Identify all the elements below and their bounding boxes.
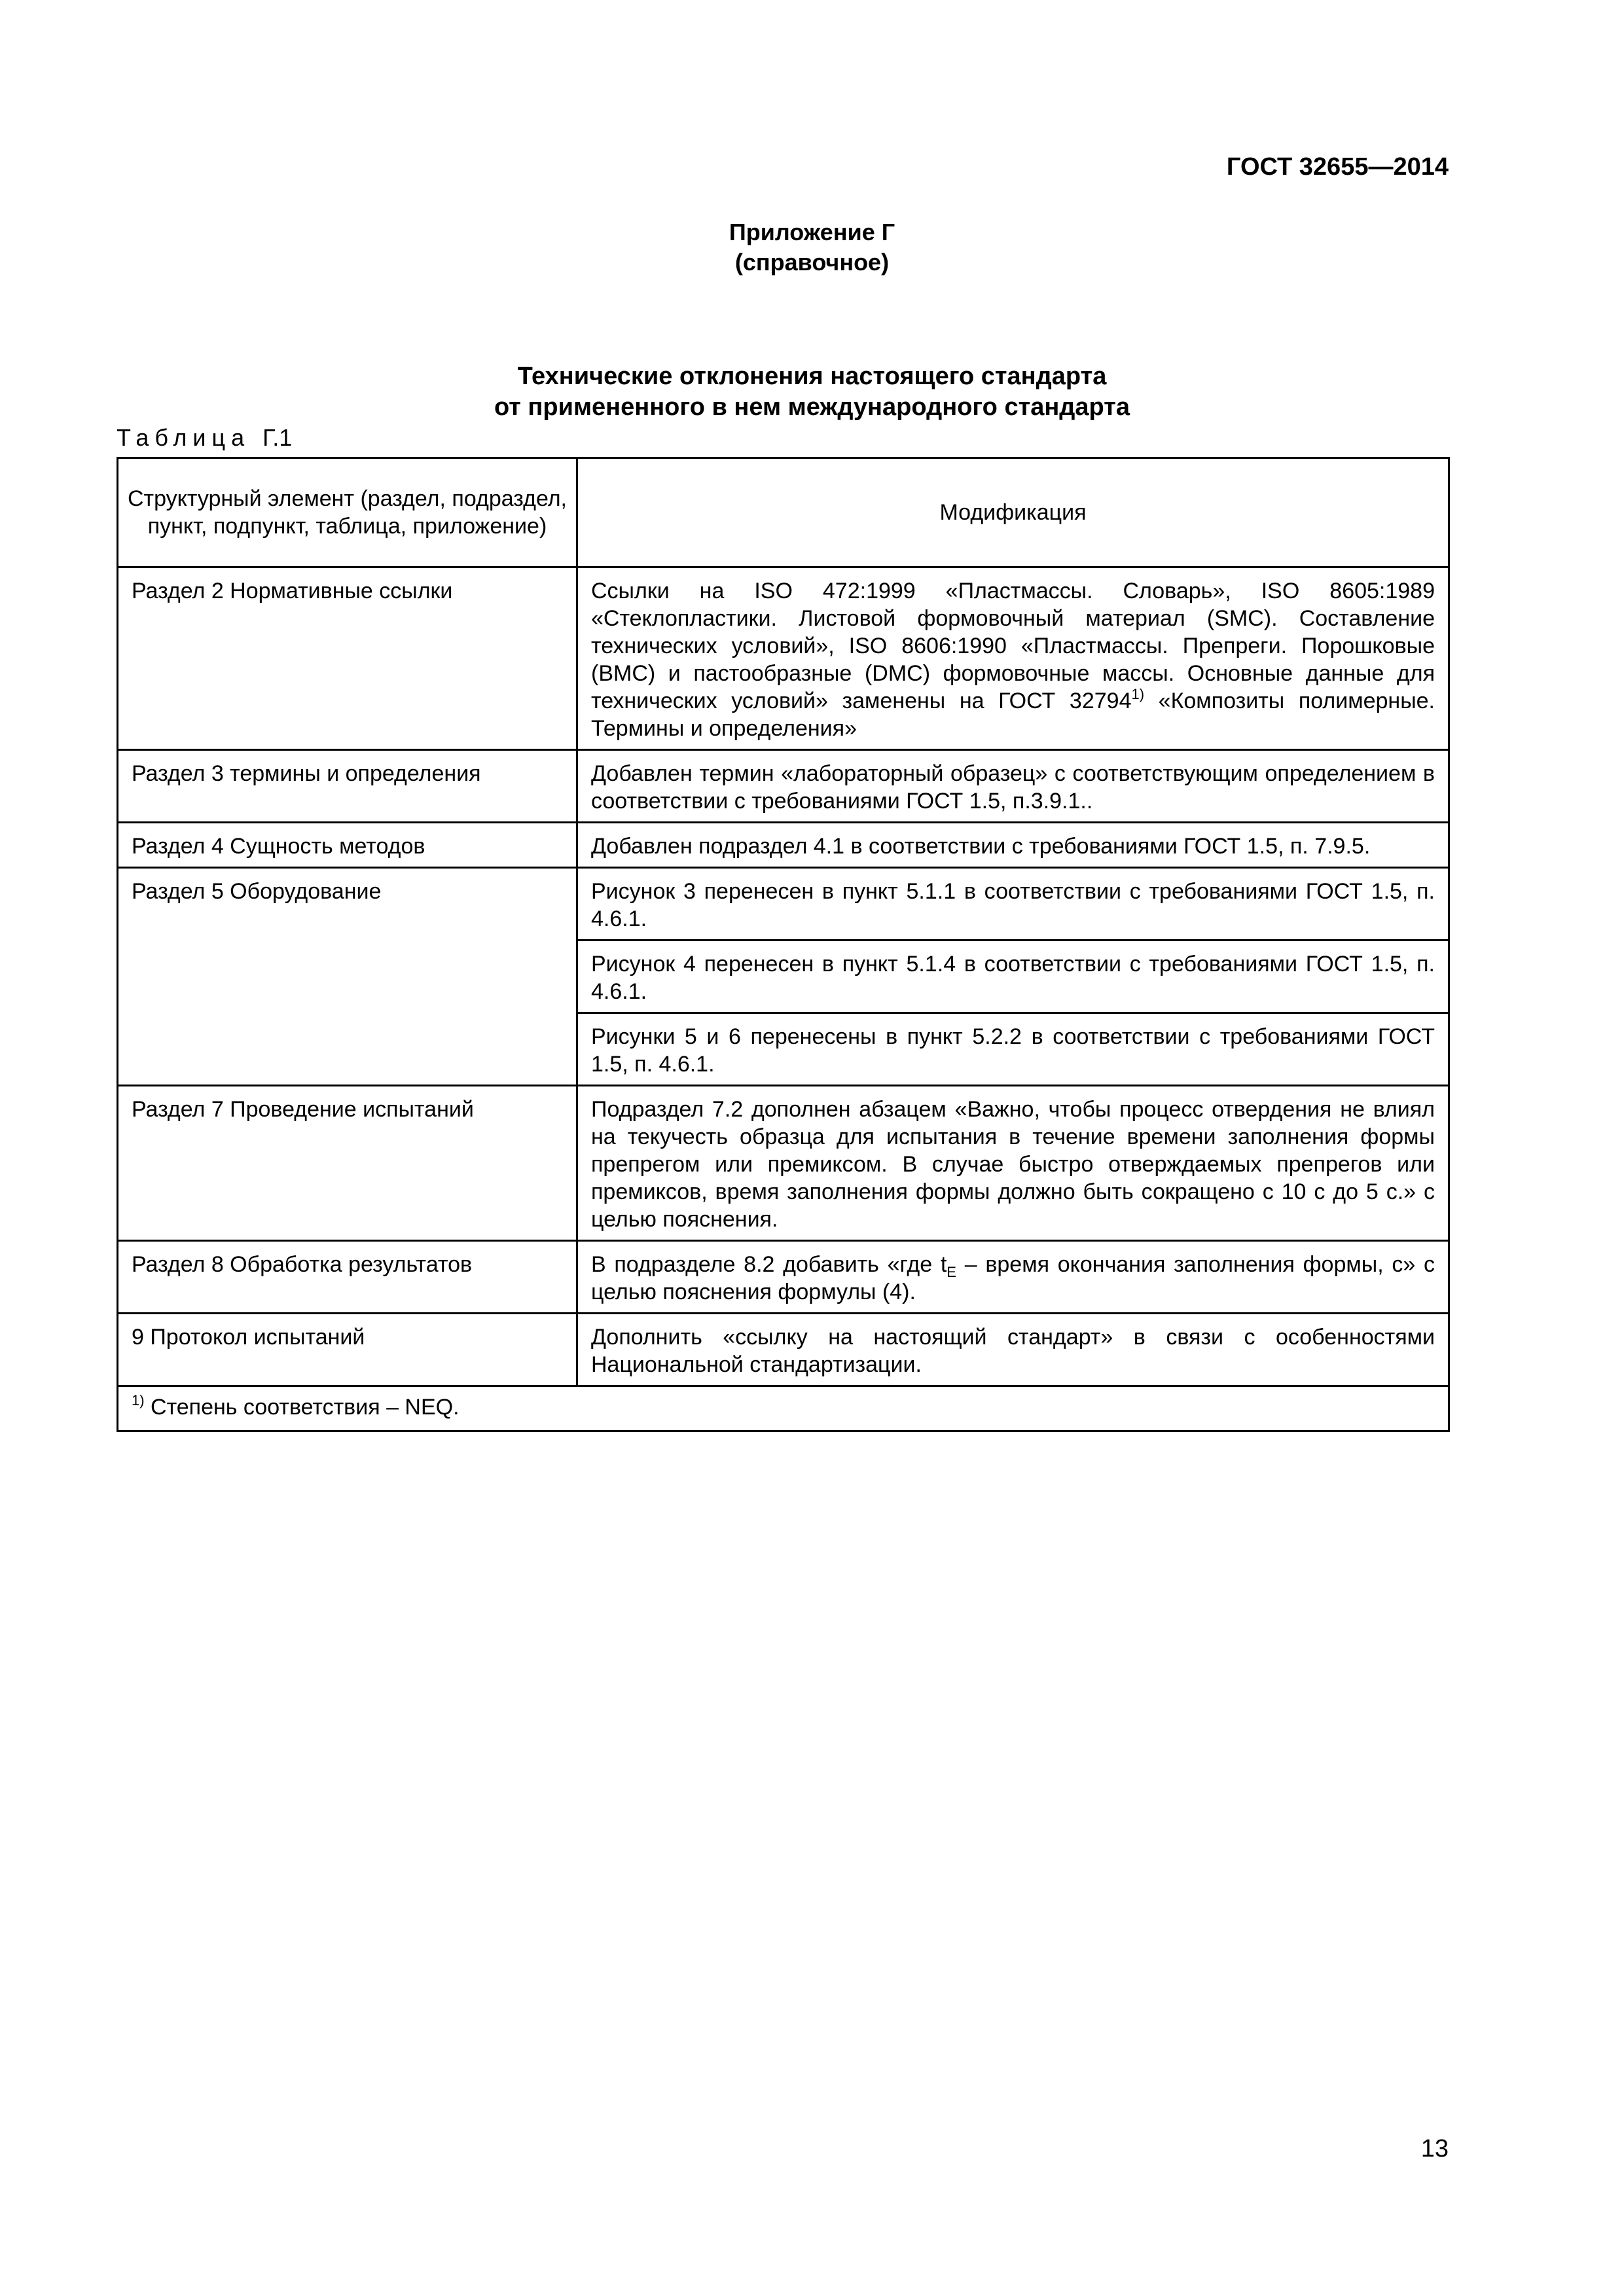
table-row (118, 1086, 1449, 1241)
appendix-kind: (справочное) (734, 249, 890, 276)
structural-element-cell: Раздел 8 Обработка результатов (118, 1241, 577, 1314)
table-row (118, 823, 1449, 868)
structural-element-cell: Раздел 3 термины и определения (118, 750, 577, 823)
section-title (0, 361, 1624, 423)
modification-cell: Добавлен термин «лабораторный образец» с соответствующим определением в соответствии с требованиями ГОСТ 1.5, п.3.9.1.. (577, 750, 1449, 823)
subscript: E (947, 1263, 956, 1280)
modification-cell (577, 1241, 1449, 1314)
structural-element-cell: Раздел 2 Нормативные ссылки (118, 567, 577, 750)
table-row (118, 750, 1449, 823)
modification-cell (577, 567, 1449, 750)
table-footnote-row (118, 1386, 1449, 1431)
modification-cell: Рисунок 4 перенесен в пункт 5.1.4 в соответствии с требованиями ГОСТ 1.5, п. 4.6.1. (577, 941, 1449, 1013)
footnote-ref: 1) (1131, 686, 1145, 702)
modification-text-tail: «Композиты полимерные. Термины и определения» (591, 689, 1435, 741)
footnote-mark: 1) (132, 1392, 145, 1408)
modification-cell: Рисунок 3 перенесен в пункт 5.1.1 в соответствии с требованиями ГОСТ 1.5, п. 4.6.1. (577, 868, 1449, 941)
header-modification: Модификация (577, 458, 1449, 567)
document-code: ГОСТ 32655—2014 (1226, 153, 1449, 181)
appendix-title: Приложение Г (729, 219, 895, 245)
table-caption (117, 424, 292, 452)
modification-cell: Добавлен подраздел 4.1 в соответствии с требованиями ГОСТ 1.5, п. 7.9.5. (577, 823, 1449, 868)
structural-element-cell: Раздел 7 Проведение испытаний (118, 1086, 577, 1241)
deviations-table (117, 457, 1450, 1432)
modification-cell: Рисунки 5 и 6 перенесены в пункт 5.2.2 в соответствии с требованиями ГОСТ 1.5, п. 4.6.1. (577, 1013, 1449, 1086)
page-number: 13 (1420, 2135, 1449, 2162)
modification-cell: Подраздел 7.2 дополнен абзацем «Важно, чтобы процесс отвердения не влиял на текучесть образца для испытания в течение времени заполнения формы препрегом или премиксом. В случае быстро отверждаемых препрегов или премиксов, время заполнения формы должно быть сокращено с 10 с до 5 с.» с целью пояснения. (577, 1086, 1449, 1241)
appendix-heading (0, 217, 1624, 278)
table-header-row (118, 458, 1449, 567)
structural-element-cell: Раздел 4 Сущность методов (118, 823, 577, 868)
table-row (118, 1314, 1449, 1386)
header-structural-element: Структурный элемент (раздел, подраздел, пункт, подпункт, таблица, приложение) (118, 458, 577, 567)
modification-text: Ссылки на ISO 472:1999 «Пластмассы. Словарь», ISO 8605:1989 «Стеклопластики. Листовой формовочный материал (SMC). Составление технических условий», ISO 8606:1990 «Пластмассы. Препреги. Порошковые (BMC) и пастообразные (DMC) формовочные массы. Основные данные для технических условий» заменены на ГОСТ 32794 (591, 579, 1435, 713)
title-line-2: от примененного в нем международного стандарта (494, 393, 1130, 421)
table-row (118, 868, 1449, 941)
modification-text: В подразделе 8.2 добавить «где t (591, 1252, 947, 1277)
table-caption-word: Таблица (117, 424, 251, 451)
title-line-1: Технические отклонения настоящего стандарта (517, 363, 1107, 390)
table-row (118, 567, 1449, 750)
structural-element-cell: Раздел 5 Оборудование (118, 868, 577, 1086)
modification-cell: Дополнить «ссылку на настоящий стандарт» в связи с особенностями Национальной стандартизации. (577, 1314, 1449, 1386)
table-caption-number: Г.1 (262, 424, 293, 451)
footnote-text: Степень соответствия – NEQ. (144, 1395, 460, 1420)
table-footnote (118, 1386, 1449, 1431)
structural-element-cell: 9 Протокол испытаний (118, 1314, 577, 1386)
modification-text-tail: – время окончания заполнения формы, с» с целью пояснения формулы (4). (591, 1252, 1435, 1304)
table-row (118, 1241, 1449, 1314)
